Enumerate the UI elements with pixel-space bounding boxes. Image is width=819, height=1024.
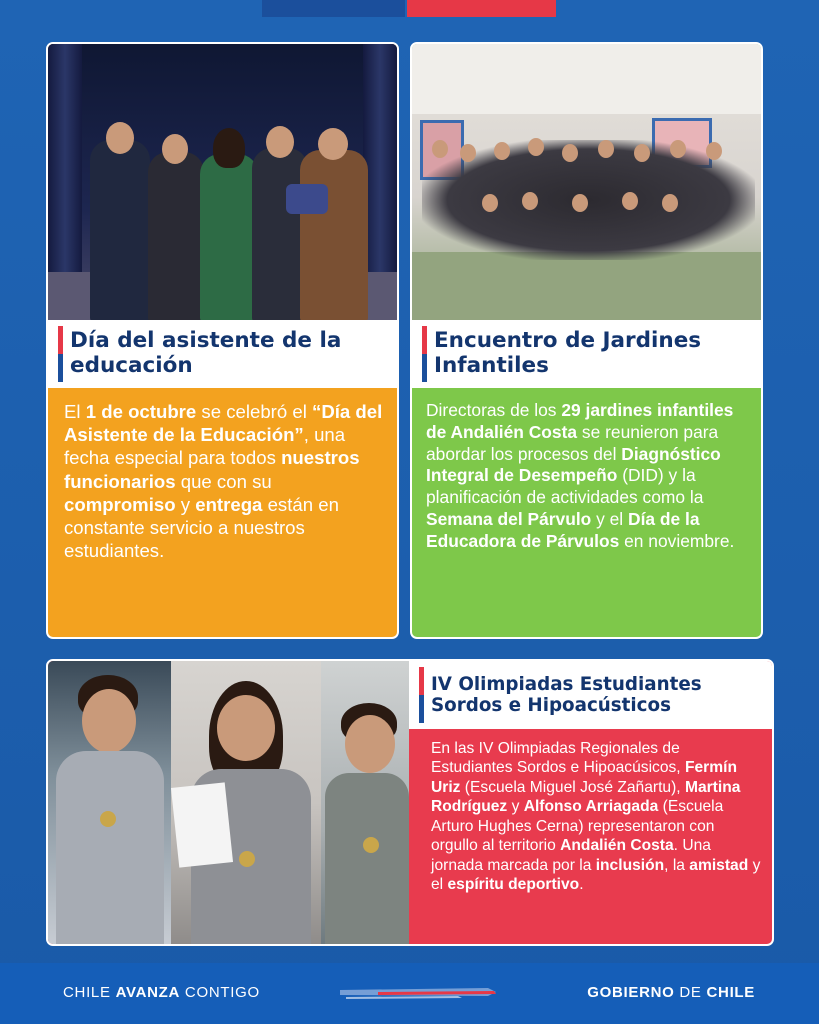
body-bold-run: amistad: [689, 856, 749, 874]
body-bold-run: compromiso: [64, 493, 176, 515]
photo-student-2: [171, 661, 321, 944]
photo-student-3: [321, 661, 409, 944]
footer-gov-bold: GOBIERNO: [587, 984, 675, 1001]
footer-slogan-part: CONTIGO: [180, 984, 260, 1001]
body-bold-run: inclusión: [595, 856, 665, 874]
body-text-run: en noviembre.: [619, 530, 735, 551]
photo-asistente-educacion-ceremony: [48, 44, 397, 322]
body-text-run: .: [579, 876, 584, 894]
card-title-box: [412, 320, 761, 388]
news-card-jardines-infantiles: [410, 42, 763, 639]
body-bold-run: espíritu deportivo: [447, 876, 580, 894]
footer-gov-part: DE: [674, 984, 707, 1001]
body-text-run: y el: [591, 508, 629, 529]
body-text-run: , una fecha especial para todos: [64, 424, 346, 469]
body-bold-run: Andalién Costa: [560, 837, 674, 855]
body-text-run: y: [175, 493, 196, 515]
body-bold-run: Semana del Párvulo: [426, 508, 592, 529]
card-title: IV Olimpiadas Estudiantes Sordos e Hipoacústicos: [431, 673, 702, 716]
footer-slogan: [63, 984, 260, 1001]
body-bold-run: 29 jardines infantiles de Andalién Costa: [426, 400, 734, 442]
body-bold-run: entrega: [195, 493, 263, 515]
top-flag-bar-blue: [262, 0, 405, 17]
body-bold-run: Fermín Uriz: [431, 759, 737, 796]
card-body: [412, 388, 761, 637]
card-body-paragraph: [426, 400, 751, 552]
card-body: [409, 729, 772, 944]
card-title: Encuentro de Jardines Infantiles: [434, 328, 702, 378]
body-text-run: y el: [431, 856, 761, 894]
photo-jardines-group: [412, 44, 761, 322]
news-card-olimpiadas: [46, 659, 774, 946]
body-bold-run: nuestros funcionarios: [64, 447, 360, 492]
body-text-run: que con su: [175, 470, 272, 492]
body-text-run: (Escuela Arturo Hughes Cerna) representaron con orgullo al territorio: [431, 798, 724, 855]
footer-government: [587, 984, 755, 1001]
footer-bar: [0, 963, 819, 1024]
body-bold-run: Diagnóstico Integral de Desempeño: [426, 443, 721, 486]
photo-strip-students: [48, 661, 409, 944]
footer-slogan-bold: AVANZA: [115, 984, 181, 1001]
body-bold-run: Día de la Educadora de Párvulos: [426, 508, 700, 551]
body-text-run: Directoras de los: [426, 400, 562, 420]
top-flag-bar-red: [407, 0, 556, 17]
photo-student-1: [48, 661, 171, 944]
card-body: [48, 388, 397, 637]
body-text-run: El: [64, 401, 86, 422]
card-title-box: [409, 661, 772, 729]
body-text-run: , la: [664, 856, 690, 874]
footer-slogan-part: CHILE: [63, 984, 116, 1001]
body-text-run: En las IV Olimpiadas Regionales de Estudiantes Sordos e Hipoacúsicos,: [431, 740, 685, 777]
body-bold-run: Alfonso Arriagada: [523, 798, 659, 816]
card-title-box: [48, 320, 397, 388]
card-text-panel: [409, 661, 772, 944]
body-bold-run: Martina Rodríguez: [431, 778, 741, 816]
card-body-paragraph: [431, 739, 762, 895]
body-bold-run: “Día del Asistente de la Educación”: [64, 401, 383, 446]
news-card-asistente-educacion: [46, 42, 399, 639]
body-text-run: (DID) y la planificación de actividades como la: [426, 465, 704, 507]
card-title: Día del asistente de la educación: [70, 328, 342, 378]
body-text-run: . Una jornada marcada por la: [431, 837, 711, 874]
body-text-run: se reunieron para abordar los procesos del: [426, 421, 719, 464]
card-body-paragraph: [64, 400, 383, 563]
flag-ribbon-icon: [338, 983, 498, 1003]
body-bold-run: 1 de octubre: [85, 401, 197, 422]
body-text-run: están en constante servicio a nuestros estudiantes.: [64, 493, 339, 562]
footer-gov-bold: CHILE: [706, 984, 755, 1001]
body-text-run: (Escuela Miguel José Zañartu),: [460, 778, 685, 796]
body-text-run: y: [507, 798, 524, 816]
body-text-run: se celebró el: [196, 401, 313, 422]
